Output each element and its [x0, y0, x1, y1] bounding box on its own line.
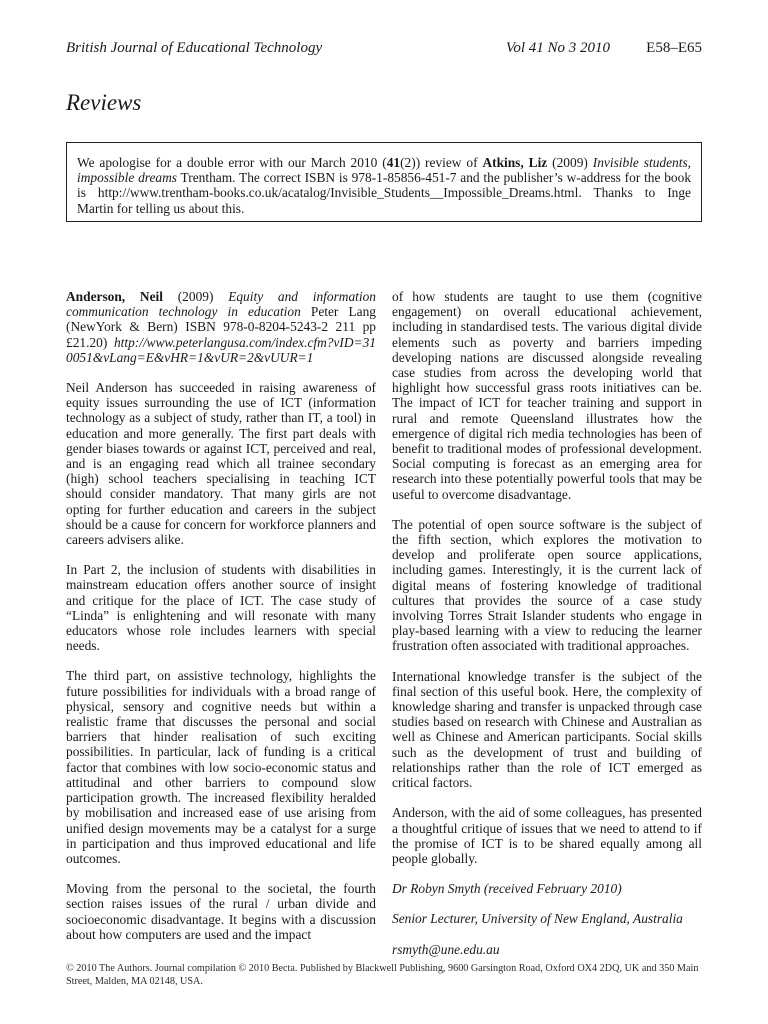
copyright-footer: © 2010 The Authors. Journal compilation © 2010 Becta. Published by Blackwell Publishing, 9600 Garsington Road, Oxford OX4 2DQ, UK and 350 Main Street, Malden, MA 02148, USA. — [66, 963, 699, 987]
review-reference — [66, 289, 376, 365]
review-book-title: Equity and information communication technology in education — [66, 289, 376, 320]
review-author: Anderson, Neil — [66, 289, 163, 304]
notice-book-title: Invisible students, impossible dreams — [77, 155, 691, 186]
notice-volume: 41 — [386, 155, 401, 170]
reviewer-signature — [392, 881, 702, 957]
volume-issue: Vol 41 No 3 2010 — [505, 40, 610, 56]
review-paragraph: International knowledge transfer is the subject of the final section of this useful book. Here, the complexity of knowledge sharing and transfer is unpacked through case studies based on research with Chinese and Australian as well as Chinese and American participants. Social skills such as the development of trust and building of relationships rather than the role of ICT emerged as critical factors. — [392, 668, 702, 791]
journal-name: British Journal of Educational Technology — [66, 40, 323, 56]
running-header — [66, 40, 702, 60]
review-paragraph: of how students are taught to use them (cognitive engagement) on overall educational achievement, including in standardised tests. The various digital divide elements such as poverty and barriers impeding developing nations are discussed alongside revealing case studies from across the developing world that highlight how successful grass roots initiatives can be. The impact of ICT for teacher training and support in rural and remote Queensland illustrates how the emergence of digital rich media technologies has been of benefit to traditional modes of professional development. Social computing is forecast as an emerging area for research into these potentially powerful tools that may be useful to overcome disadvantage. — [392, 289, 702, 502]
review-url[interactable]: http://www.peterlangusa.com/index.cfm?vID=310051&vLang=E&vHR=1&vUR=2&vUUR=1 — [66, 334, 376, 365]
page-range: E58–E65 — [646, 40, 702, 56]
section-title: Reviews — [66, 90, 142, 115]
notice-year: (2009) — [547, 155, 593, 170]
review-paragraph: The third part, on assistive technology, highlights the future possibilities for individuals with a broad range of physical, sensory and cognitive needs but within a realistic frame that discusses the personal and social barriers that hinder realisation of such exciting possibilities. In particular, lack of funding is a critical factor that combines with low socio-economic status and attitudinal and other barriers to compound slow participation growth. The increased flexibility heralded by mobilisation and increased ease of use arising from unified design movements may be a catalyst for a surge in participation and thus improved educational and life outcomes. — [66, 668, 376, 866]
reviewer-email[interactable]: rsmyth@une.edu.au — [392, 941, 500, 957]
notice-author: Atkins, Liz — [482, 155, 548, 170]
left-column — [66, 289, 376, 942]
review-year: (2009) — [162, 289, 229, 304]
notice-intro: We apologise for a double error with our March 2010 ( — [77, 155, 387, 170]
reviewer-name: Dr Robyn Smyth (received February 2010) — [392, 881, 622, 897]
review-paragraph: Moving from the personal to the societal, the fourth section raises issues of the rural / urban divide and socioeconomic disadvantage. It begins with a discussion about how computers are used and the impact — [66, 881, 376, 942]
review-paragraph: The potential of open source software is the subject of the fifth section, which explores the motivation to develop and proliferate open source applications, including games. Interestingly, it is the current lack of digital means of fostering knowledge of traditional cultures that provides the source of a case study involving Torres Strait Islander students who engage in play-based learning with a view to reducing the learner frustration often associated with traditional approaches. — [392, 516, 702, 654]
notice-volume-rest: (2)) review of — [400, 155, 483, 170]
review-paragraph: Anderson, with the aid of some colleagues, has presented a thoughtful critique of issues that we need to attend to if the promise of ICT is to be shared equally among all people globally. — [392, 805, 702, 866]
right-column — [392, 289, 702, 972]
notice-thanks: . Thanks to Inge Martin for telling us about this. — [77, 185, 692, 216]
review-publisher: Peter Lang (NewYork & Bern) ISBN 978-0-8204-5243-2 211 pp £21.20) — [66, 304, 376, 350]
notice-publisher: Trentham. The correct ISBN is 978-1-85856-451-7 and the publisher’s w-address for the book is — [77, 170, 692, 201]
review-paragraph: In Part 2, the inclusion of students with disabilities in mainstream education offers another source of insight and critique for the place of ICT. The case study of “Linda” is enlightening and will resonate with many educators whose role includes learners with special needs. — [66, 562, 376, 654]
notice-url[interactable]: http://www.trentham-books.co.uk/acatalog/Invisible_Students__Impossible_Dreams.html — [97, 185, 579, 201]
review-paragraph: Neil Anderson has succeeded in raising awareness of equity issues surrounding the use of ICT (information technology as a subject of study, rather than IT, a tool) in education and more generally. The first part deals with gender biases towards or against ICT, perceived and real, and is an engaging read which all trainee secondary (high) school teachers specialising in teaching ICT should consider mandatory. That many girls are not opting for further education and careers in the subject should be a cause for concern for workforce planners and careers advisers alike. — [66, 380, 376, 548]
reviewer-position: Senior Lecturer, University of New England, Australia — [392, 911, 683, 927]
correction-notice — [66, 142, 702, 222]
